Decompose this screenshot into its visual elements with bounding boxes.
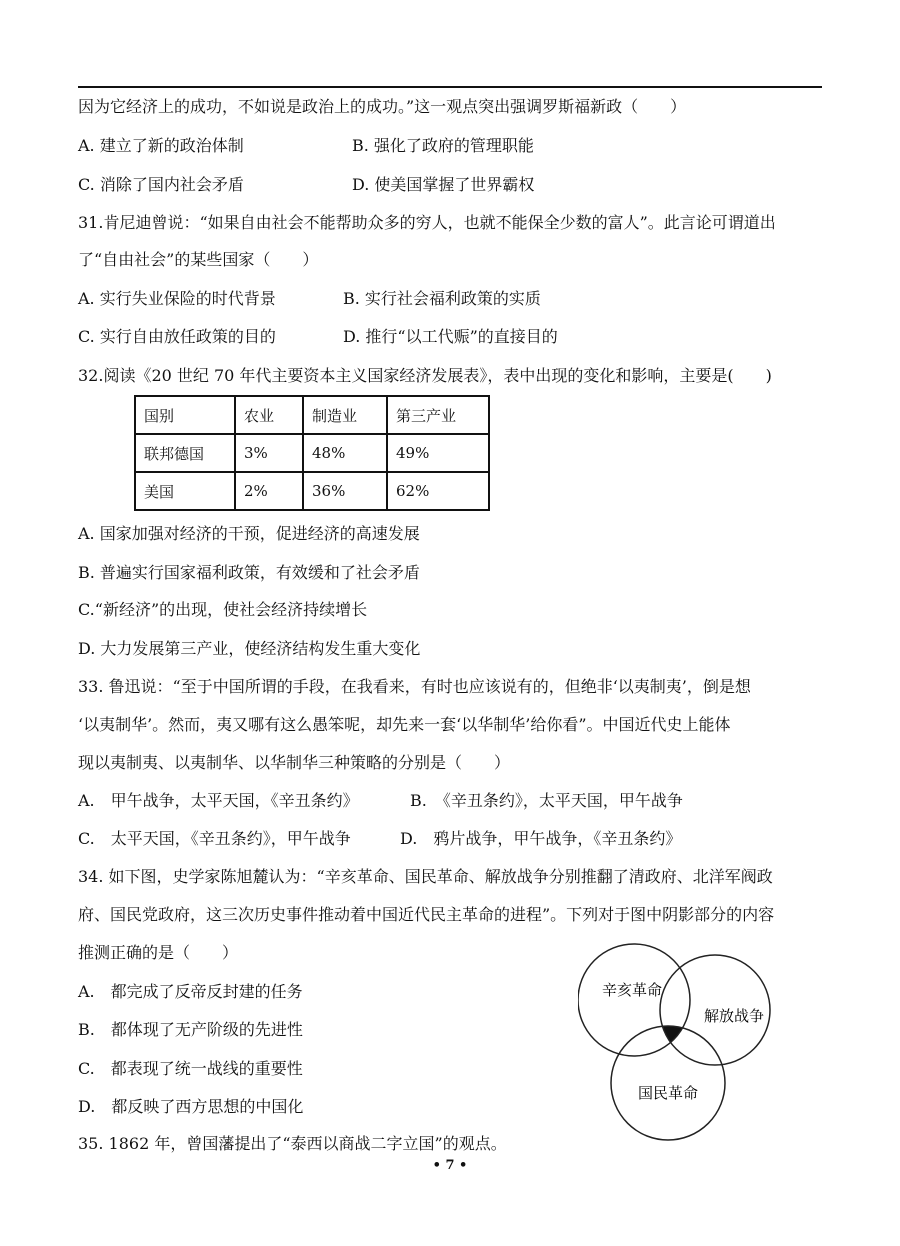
q33-stem-line1: 33. 鲁迅说：“至于中国所谓的手段，在我看来，有时也应该说有的，但绝非‘以夷制夷’，倒是想	[78, 677, 751, 696]
q32-option-a[interactable]: A. 国家加强对经济的干预，促进经济的高速发展	[78, 524, 420, 543]
q30-option-d[interactable]: D. 使美国掌握了世界霸权	[352, 175, 535, 194]
q33-option-a[interactable]: A. 甲午战争，太平天国，《辛丑条约》	[78, 791, 359, 810]
q32-stem: 32.阅读《20 世纪 70 年代主要资本主义国家经济发展表》，表中出现的变化和影响，主要是( )	[78, 366, 772, 385]
table-cell: 49%	[387, 434, 489, 472]
q31-option-b[interactable]: B. 实行社会福利政策的实质	[343, 289, 541, 308]
table-header-cell: 第三产业	[387, 396, 489, 434]
q32-option-c[interactable]: C.“新经济”的出现，使社会经济持续增长	[78, 600, 368, 619]
table-header-cell: 国别	[135, 396, 235, 434]
table-header-cell: 制造业	[303, 396, 387, 434]
q34-stem-line1: 34. 如下图，史学家陈旭麓认为：“辛亥革命、国民革命、解放战争分别推翻了清政府、北洋军阀政	[78, 867, 773, 886]
q33-stem-line2: ‘以夷制华’。然而，夷又哪有这么愚笨呢，却先来一套‘以华制华’给你看”。中国近代史上能体	[78, 715, 731, 734]
q34-stem-line2: 府、国民党政府，这三次历史事件推动着中国近代民主革命的进程”。下列对于图中阴影部分的内容	[78, 905, 775, 924]
q33-option-c[interactable]: C. 太平天国，《辛丑条约》，甲午战争	[78, 829, 351, 848]
q30-stem: 因为它经济上的成功，不如说是政治上的成功。”这一观点突出强调罗斯福新政（ ）	[78, 97, 687, 116]
table-row	[135, 434, 489, 472]
q34-option-b[interactable]: B. 都体现了无产阶级的先进性	[78, 1020, 303, 1039]
q32-option-b[interactable]: B. 普遍实行国家福利政策，有效缓和了社会矛盾	[78, 563, 420, 582]
venn-label-jiefang: 解放战争	[704, 1007, 765, 1025]
table-cell: 3%	[235, 434, 303, 472]
table-cell: 美国	[135, 472, 235, 510]
table-cell: 48%	[303, 434, 387, 472]
q35-stem-line1: 35. 1862 年，曾国藩提出了“泰西以商战二字立国”的观点。	[78, 1134, 507, 1153]
q31-option-a[interactable]: A. 实行失业保险的时代背景	[78, 289, 276, 308]
table-header-row	[135, 396, 489, 434]
q32-option-d[interactable]: D. 大力发展第三产业，使经济结构发生重大变化	[78, 639, 421, 658]
table-cell: 62%	[387, 472, 489, 510]
q30-option-b[interactable]: B. 强化了政府的管理职能	[352, 136, 534, 155]
q34-stem-line3: 推测正确的是（ ）	[78, 943, 239, 962]
q34-option-d[interactable]: D. 都反映了西方思想的中国化	[78, 1097, 304, 1116]
q33-option-d[interactable]: D. 鸦片战争，甲午战争，《辛丑条约》	[400, 829, 682, 848]
q31-stem-line2: 了“自由社会”的某些国家（ ）	[78, 250, 319, 269]
q33-option-b[interactable]: B. 《辛丑条约》，太平天国，甲午战争	[410, 791, 683, 810]
table-header-cell: 农业	[235, 396, 303, 434]
q34-option-c[interactable]: C. 都表现了统一战线的重要性	[78, 1059, 303, 1078]
table-row	[135, 472, 489, 510]
q31-option-c[interactable]: C. 实行自由放任政策的目的	[78, 327, 276, 346]
q33-stem-line3: 现以夷制夷、以夷制华、以华制华三种策略的分别是（ ）	[78, 753, 511, 772]
venn-circle-xinhai	[578, 944, 690, 1056]
venn-label-xinhai: 辛亥革命	[602, 981, 663, 999]
venn-label-guomin: 国民革命	[638, 1084, 699, 1102]
q30-option-a[interactable]: A. 建立了新的政治体制	[78, 136, 244, 155]
table-cell: 联邦德国	[135, 434, 235, 472]
table-cell: 36%	[303, 472, 387, 510]
q30-option-c[interactable]: C. 消除了国内社会矛盾	[78, 175, 244, 194]
venn-circle-guomin	[611, 1026, 725, 1140]
page-number: • 7 •	[432, 1158, 468, 1173]
q31-option-d[interactable]: D. 推行“以工代赈”的直接目的	[343, 327, 558, 346]
q34-option-a[interactable]: A. 都完成了反帝反封建的任务	[78, 982, 303, 1001]
venn-diagram	[578, 942, 788, 1142]
economy-table	[134, 395, 490, 511]
header-rule	[78, 86, 822, 88]
q31-stem-line1: 31.肯尼迪曾说：“如果自由社会不能帮助众多的穷人，也就不能保全少数的富人”。此言论可谓道出	[78, 213, 776, 232]
table-cell: 2%	[235, 472, 303, 510]
